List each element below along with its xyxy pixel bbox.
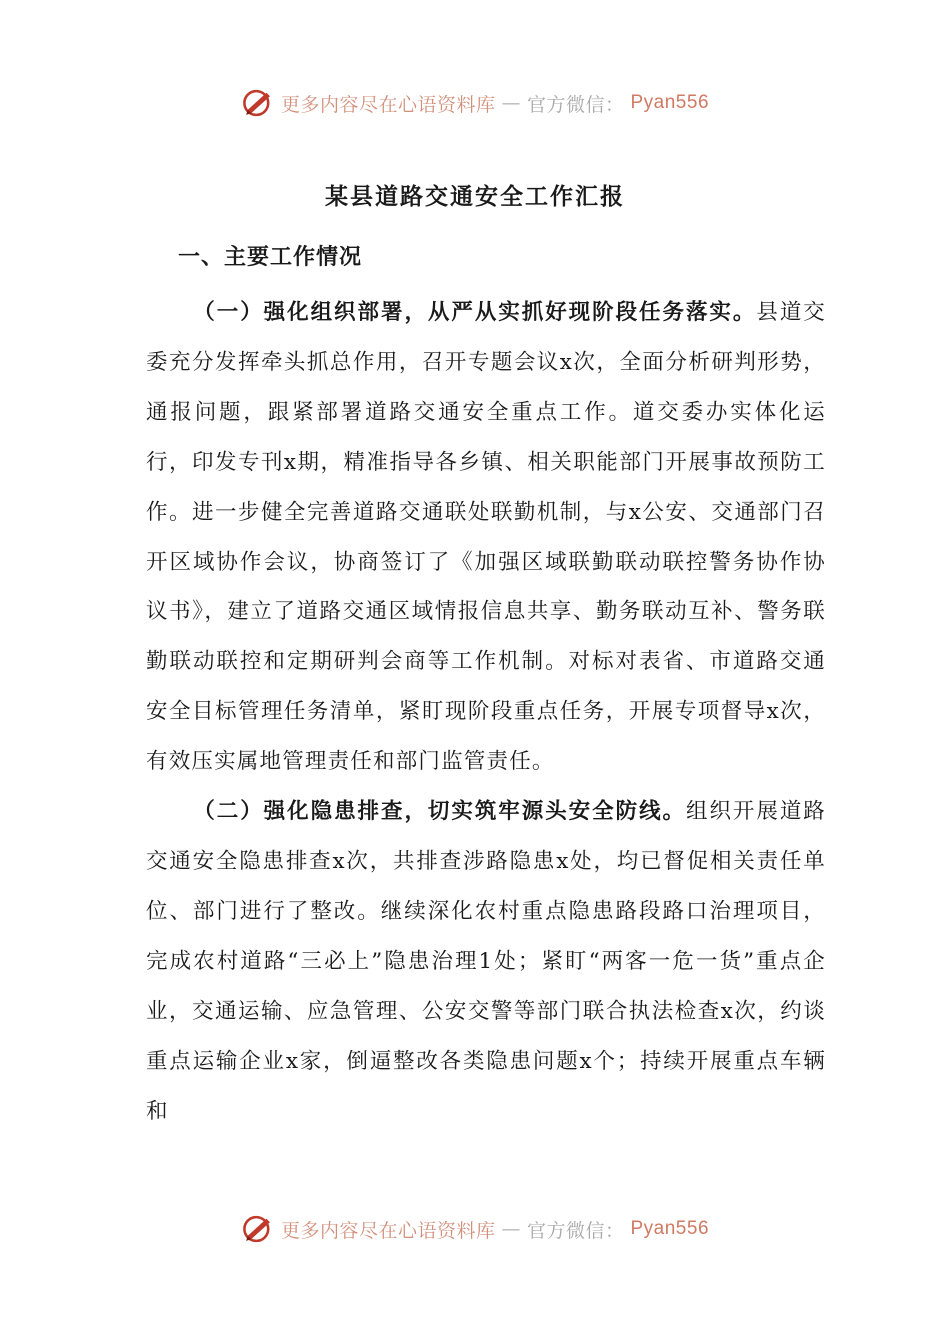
paragraph-2-lead: （二）强化隐患排查，切实筑牢源头安全防线。 (193, 799, 686, 825)
watermark-wechat-id: Pyan556 (630, 92, 710, 113)
section-heading: 一、主要工作情况 (178, 244, 363, 270)
watermark-main-text: 更多内容尽在心语资料库 (280, 1219, 496, 1242)
watermark-wechat-label: 官方微信： (526, 1219, 625, 1242)
paragraph-1-body: 县道交委充分发挥牵头抓总作用，召开专题会议x次，全面分析研判形势，通报问题，跟紧部署道路交通安全重点工作。道交委办实体化运行，印发专刊x期，精准指导各乡镇、相关职能部门开展事故预防工作。进一步健全完善道路交通联处联勤机制，与x公安、交通部门召开区域协作会议，协商签订了《加强区域联勤联动联控警务协作协议书》，建立了道路交通区域情报信息共享、勤务联动互补、警务联勤联动联控和定期研判会商等工作机制。对标对表省、市道路交通安全目标管理任务清单，紧盯现阶段重点任务，开展专项督导x次，有效压实属地管理责任和部门监管责任。 (146, 300, 826, 775)
pen-logo-icon (241, 86, 275, 120)
document-title: 某县道路交通安全工作汇报 (325, 183, 625, 210)
watermark-wechat-label: 官方微信： (526, 93, 625, 116)
header-watermark (0, 86, 950, 120)
watermark-wechat-id: Pyan556 (630, 1218, 710, 1239)
pen-logo-icon (241, 1212, 275, 1246)
watermark-separator: — (501, 1218, 521, 1240)
paragraph-1 (146, 288, 826, 787)
footer-watermark (0, 1212, 950, 1246)
paragraph-2-body: 组织开展道路交通安全隐患排查x次，共排查涉路隐患x处，均已督促相关责任单位、部门进行了整改。继续深化农村重点隐患路段路口治理项目，完成农村道路“三必上”隐患治理1处；紧盯“两客一危一货”重点企业，交通运输、应急管理、公安交警等部门联合执法检查x次，约谈重点运输企业x家，倒逼整改各类隐患问题x个；持续开展重点车辆和 (146, 799, 827, 1124)
document-body (146, 288, 826, 1136)
watermark-separator: — (501, 92, 521, 114)
paragraph-2 (146, 787, 826, 1136)
paragraph-1-lead: （一）强化组织部署，从严从实抓好现阶段任务落实。 (193, 300, 757, 325)
watermark-main-text: 更多内容尽在心语资料库 (280, 93, 496, 116)
